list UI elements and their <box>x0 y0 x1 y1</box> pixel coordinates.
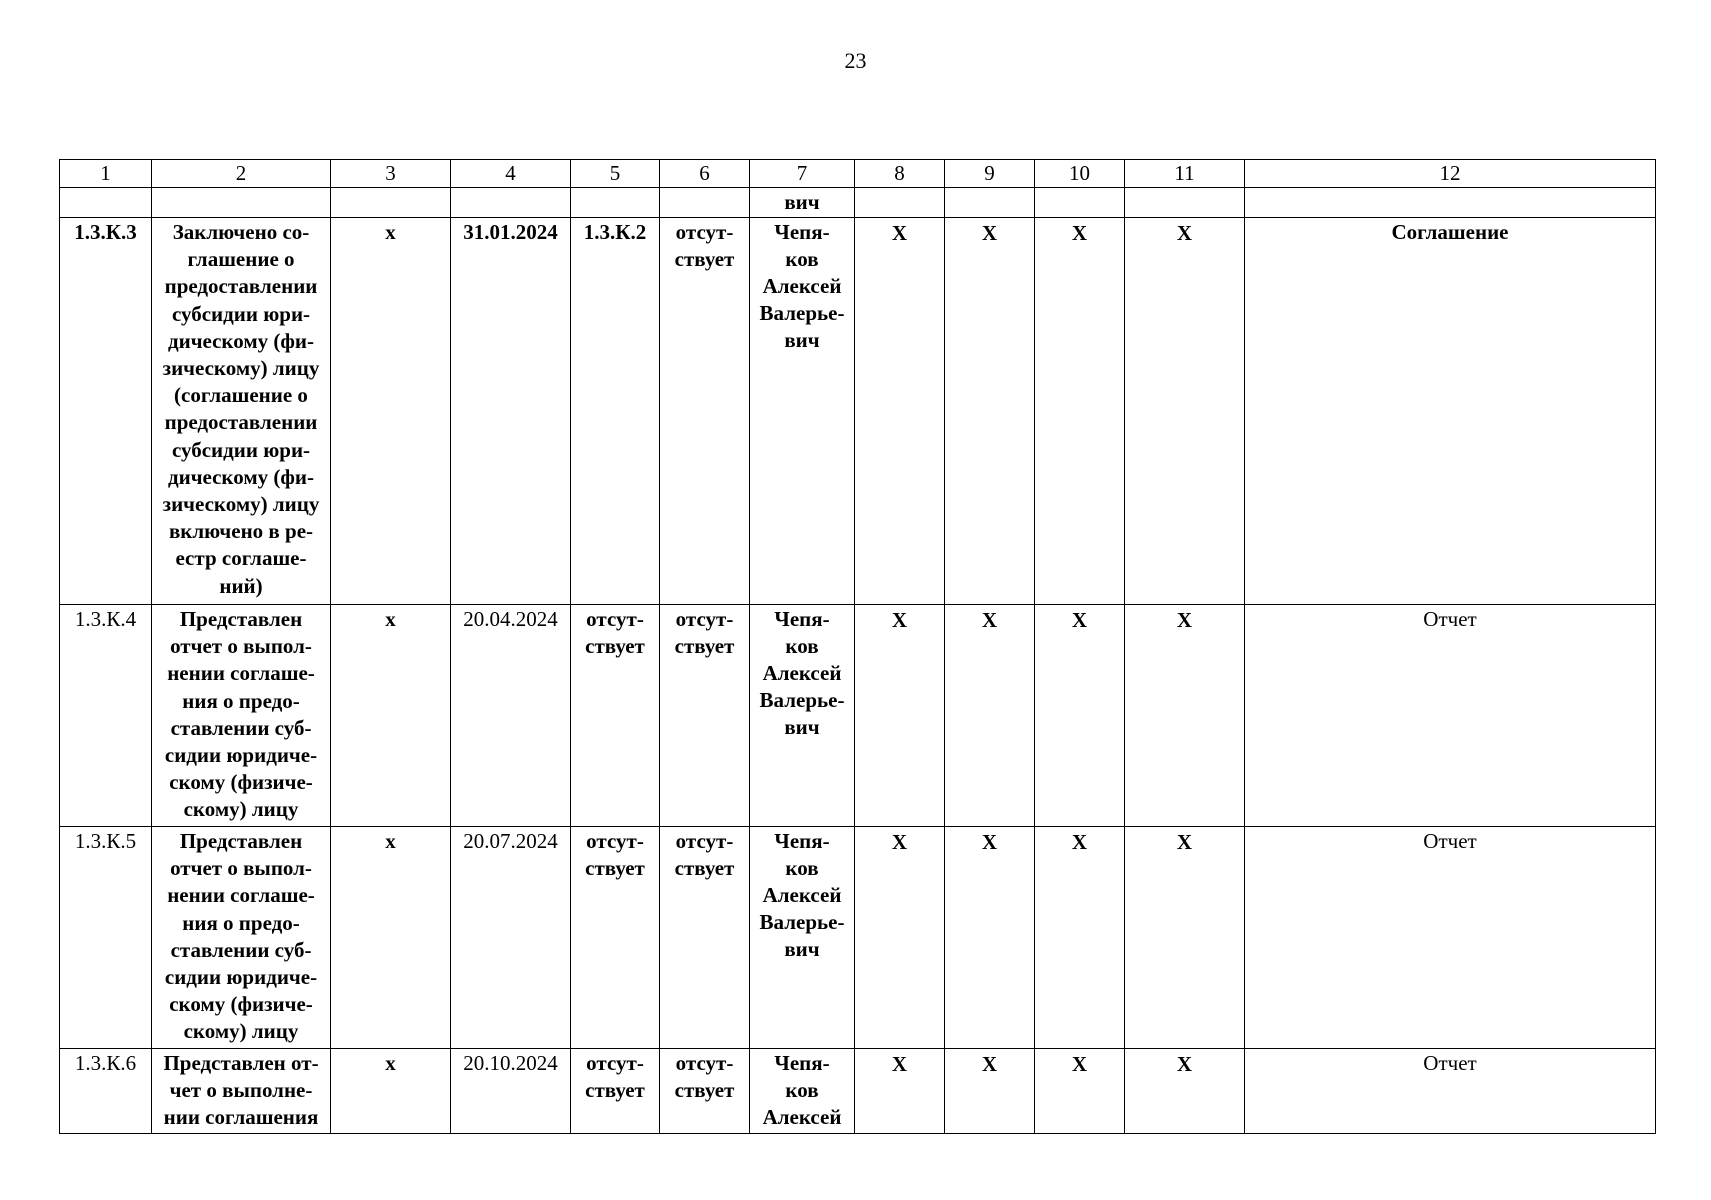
row-id: 1.3.К.5 <box>60 827 152 1049</box>
table-cell <box>660 188 750 218</box>
description-line: субсидии юри- <box>171 301 311 326</box>
description-line: Представлен от- <box>163 1051 319 1075</box>
col3-cell: х <box>331 1049 451 1134</box>
col5-cell <box>571 827 660 1049</box>
row-description <box>152 605 331 827</box>
date-cell: 31.01.2024 <box>451 218 571 605</box>
col9-cell: Х <box>945 1049 1035 1134</box>
table-row <box>60 218 1656 605</box>
description-line: сидии юридиче- <box>164 743 318 768</box>
table-row <box>60 1049 1656 1134</box>
responsible-line: ков <box>785 856 819 880</box>
col10-cell: Х <box>1035 605 1125 827</box>
header-cell: 12 <box>1245 160 1656 188</box>
description-line: дическому (фи- <box>167 464 315 489</box>
date-cell: 20.04.2024 <box>451 605 571 827</box>
description-line: зическому) лицу <box>162 492 320 517</box>
col5-line: ствует <box>585 634 645 658</box>
control-points-table <box>59 159 1656 1134</box>
col5-line: отсут- <box>586 829 644 853</box>
description-line: отчет о выпол- <box>170 856 312 881</box>
row-id: 1.3.К.6 <box>60 1049 152 1134</box>
table-cell <box>60 188 152 218</box>
page-number: 23 <box>844 48 867 73</box>
header-cell: 8 <box>855 160 945 188</box>
col5-cell <box>571 605 660 827</box>
col8-cell: Х <box>855 605 945 827</box>
responsible-line: Чепя- <box>774 829 830 853</box>
description-line: скому) лицу <box>183 797 299 822</box>
col11-cell: Х <box>1125 1049 1245 1134</box>
header-cell: 7 <box>750 160 855 188</box>
col11-cell: Х <box>1125 218 1245 605</box>
description-line: чет о выполне- <box>169 1078 313 1103</box>
col5-line: ствует <box>585 1078 645 1102</box>
responsible-line: вич <box>784 328 820 352</box>
table-cell <box>152 188 331 218</box>
col5-cell <box>571 218 660 605</box>
responsible-line: Алексей <box>762 1105 842 1129</box>
col5-line: ствует <box>585 856 645 880</box>
col5-line: отсут- <box>586 1051 644 1075</box>
responsible-line: Валерье- <box>759 688 845 712</box>
responsible-line: Чепя- <box>774 607 830 631</box>
header-cell: 6 <box>660 160 750 188</box>
col8-cell: Х <box>855 827 945 1049</box>
responsible-cell <box>750 605 855 827</box>
responsible-line: вич <box>784 937 820 961</box>
description-line: скому (физиче- <box>169 770 313 795</box>
col9-cell: Х <box>945 605 1035 827</box>
document-cell: Отчет <box>1245 605 1656 827</box>
header-cell: 5 <box>571 160 660 188</box>
description-line: ставлении суб- <box>170 715 312 740</box>
col11-cell: Х <box>1125 827 1245 1049</box>
table-cell <box>855 188 945 218</box>
table-cell <box>945 188 1035 218</box>
description-line: Заключено со- <box>172 220 310 244</box>
table-row <box>60 605 1656 827</box>
description-line: скому) лицу <box>183 1019 299 1044</box>
responsible-line: ков <box>785 1078 819 1102</box>
col6-cell <box>660 605 750 827</box>
table-row <box>60 827 1656 1049</box>
description-line: нии соглашения <box>163 1105 319 1130</box>
description-line: ний) <box>219 573 263 598</box>
col10-cell: Х <box>1035 1049 1125 1134</box>
col9-cell: Х <box>945 827 1035 1049</box>
description-line: глашение о <box>187 247 295 272</box>
responsible-line: Алексей <box>762 661 842 685</box>
col11-cell: Х <box>1125 605 1245 827</box>
responsible-line: Валерье- <box>759 301 845 325</box>
date-cell: 20.10.2024 <box>451 1049 571 1134</box>
col5-line: 1.3.К.2 <box>583 220 647 244</box>
responsible-line: ков <box>785 634 819 658</box>
responsible-line: Валерье- <box>759 910 845 934</box>
responsible-cell <box>750 1049 855 1134</box>
col6-line: ствует <box>674 634 735 658</box>
col5-cell <box>571 1049 660 1134</box>
description-line: ния о предо- <box>182 910 300 935</box>
responsible-continuation: вич <box>750 188 855 218</box>
col6-cell <box>660 1049 750 1134</box>
col6-line: отсут- <box>675 607 734 631</box>
row-description <box>152 218 331 605</box>
description-line: естр соглаше- <box>175 546 307 571</box>
col6-line: ствует <box>674 247 735 271</box>
document-cell: Соглашение <box>1245 218 1656 605</box>
header-cell: 4 <box>451 160 571 188</box>
responsible-cell <box>750 218 855 605</box>
description-line: субсидии юри- <box>171 437 311 462</box>
description-line: предоставлении <box>164 274 318 299</box>
col6-line: ствует <box>674 1078 735 1102</box>
description-line: ставлении суб- <box>170 937 312 962</box>
header-cell: 11 <box>1125 160 1245 188</box>
col10-cell: Х <box>1035 218 1125 605</box>
description-line: включено в ре- <box>168 519 314 544</box>
col6-line: отсут- <box>675 220 734 244</box>
col6-cell <box>660 827 750 1049</box>
description-line: Представлен <box>179 607 303 631</box>
table-cell <box>331 188 451 218</box>
date-cell: 20.07.2024 <box>451 827 571 1049</box>
document-cell: Отчет <box>1245 1049 1656 1134</box>
col3-cell: х <box>331 605 451 827</box>
col8-cell: Х <box>855 218 945 605</box>
description-line: нении соглаше- <box>167 883 315 908</box>
row-description <box>152 1049 331 1134</box>
header-cell: 2 <box>152 160 331 188</box>
description-line: скому (физиче- <box>169 992 313 1017</box>
header-cell: 9 <box>945 160 1035 188</box>
col8-cell: Х <box>855 1049 945 1134</box>
col5-line: отсут- <box>586 607 644 631</box>
table-cell <box>1245 188 1656 218</box>
responsible-line: вич <box>784 715 820 739</box>
header-row <box>60 160 1656 188</box>
header-cell: 10 <box>1035 160 1125 188</box>
header-cell: 1 <box>60 160 152 188</box>
responsible-cell <box>750 827 855 1049</box>
description-line: ния о предо- <box>182 688 300 713</box>
table-cell <box>1035 188 1125 218</box>
col6-line: отсут- <box>675 829 734 853</box>
description-line: зическому) лицу <box>162 356 320 381</box>
description-line: дическому (фи- <box>167 328 315 353</box>
description-line: сидии юридиче- <box>164 965 318 990</box>
description-line: (соглашение о <box>174 383 308 408</box>
row-id: 1.3.К.4 <box>60 605 152 827</box>
col3-cell: х <box>331 218 451 605</box>
responsible-line: Чепя- <box>774 220 830 244</box>
col6-cell <box>660 218 750 605</box>
col9-cell: Х <box>945 218 1035 605</box>
table-cell <box>571 188 660 218</box>
table-cell <box>451 188 571 218</box>
col3-cell: х <box>331 827 451 1049</box>
responsible-line: ков <box>785 247 819 271</box>
description-line: нении соглаше- <box>167 661 315 686</box>
responsible-line: Алексей <box>762 274 842 298</box>
row-id: 1.3.К.3 <box>60 218 152 605</box>
col10-cell: Х <box>1035 827 1125 1049</box>
document-cell: Отчет <box>1245 827 1656 1049</box>
table-cell <box>1125 188 1245 218</box>
row-description <box>152 827 331 1049</box>
responsible-line: Алексей <box>762 883 842 907</box>
col6-line: ствует <box>674 856 735 880</box>
continuation-row <box>60 188 1656 218</box>
responsible-line: Чепя- <box>774 1051 830 1075</box>
col6-line: отсут- <box>675 1051 734 1075</box>
description-line: отчет о выпол- <box>170 634 312 659</box>
description-line: Представлен <box>179 829 303 853</box>
header-cell: 3 <box>331 160 451 188</box>
description-line: предоставлении <box>164 410 318 435</box>
